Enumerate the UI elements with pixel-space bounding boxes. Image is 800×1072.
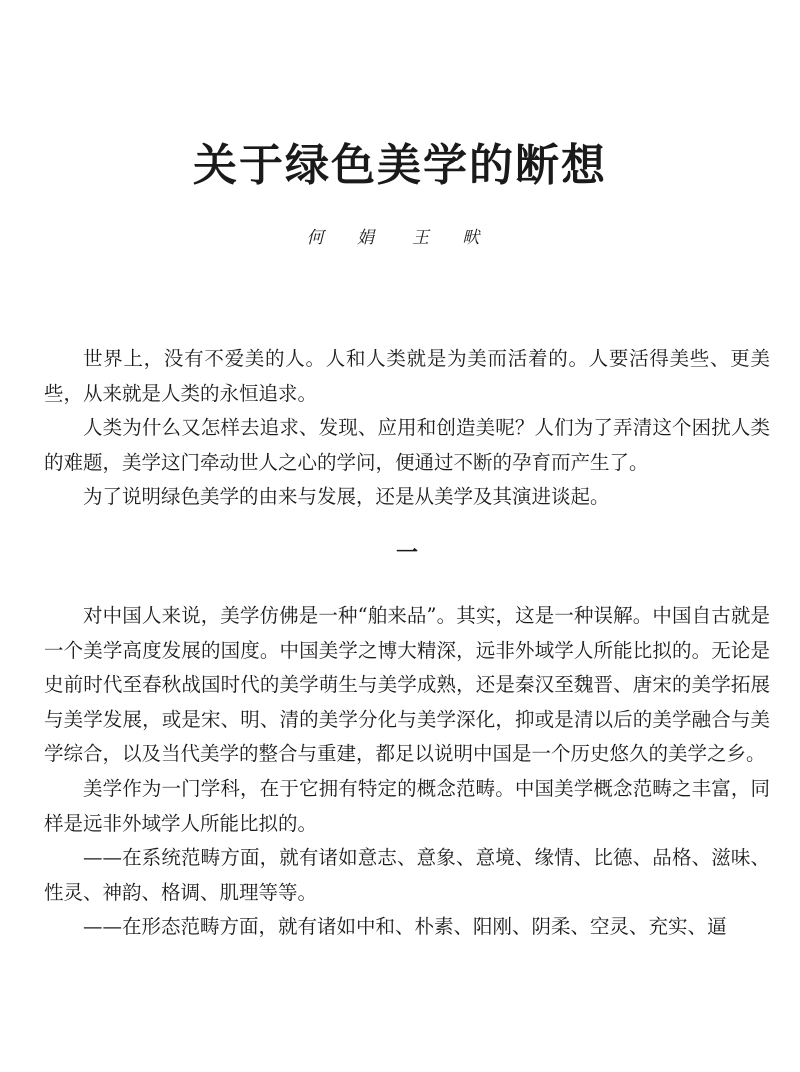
body-paragraph: 美学作为一门学科，在于它拥有特定的概念范畴。中国美学概念范畴之丰富，同样是远非外域学人所能比拟的。	[44, 776, 770, 835]
author-line	[0, 226, 800, 250]
body-paragraph: 为了说明绿色美学的由来与发展，还是从美学及其演进谈起。	[83, 485, 610, 509]
body-paragraph: ——在形态范畴方面，就有诸如中和、朴素、阳刚、阴柔、空灵、充实、逼	[83, 915, 727, 939]
author-name: 王 畎	[412, 228, 494, 248]
body-paragraph: 对中国人来说，美学仿佛是一种“舶来品”。其实，这是一种误解。中国自古就是一个美学高度发展的国度。中国美学之博大精深，远非外域学人所能比拟的。无论是史前时代至春秋战国时代的美学萌生与美学成熟，还是秦汉至魏晋、唐宋的美学拓展与美学发展，或是宋、明、清的美学分化与美学深化，抑或是清以后的美学融合与美学综合，以及当代美学的整合与重建，都足以说明中国是一个历史悠久的美学之乡。	[44, 603, 770, 766]
body-paragraph: 世界上，没有不爱美的人。人和人类就是为美而活着的。人要活得美些、更美些，从来就是人类的永恒追求。	[44, 347, 770, 405]
article-title: 关于绿色美学的断想	[193, 140, 607, 191]
body-paragraph: 人类为什么又怎样去追求、发现、应用和创造美呢？人们为了弄清这个困扰人类的难题，美学这门牵动世人之心的学问，便通过不断的孕育而产生了。	[44, 416, 770, 474]
article-body	[44, 342, 770, 945]
section-number: 一	[395, 539, 418, 566]
author-name: 何 娟	[306, 228, 388, 248]
body-paragraph: ——在系统范畴方面，就有诸如意志、意象、意境、缘情、比德、品格、滋味、性灵、神韵、格调、肌理等等。	[44, 846, 770, 904]
